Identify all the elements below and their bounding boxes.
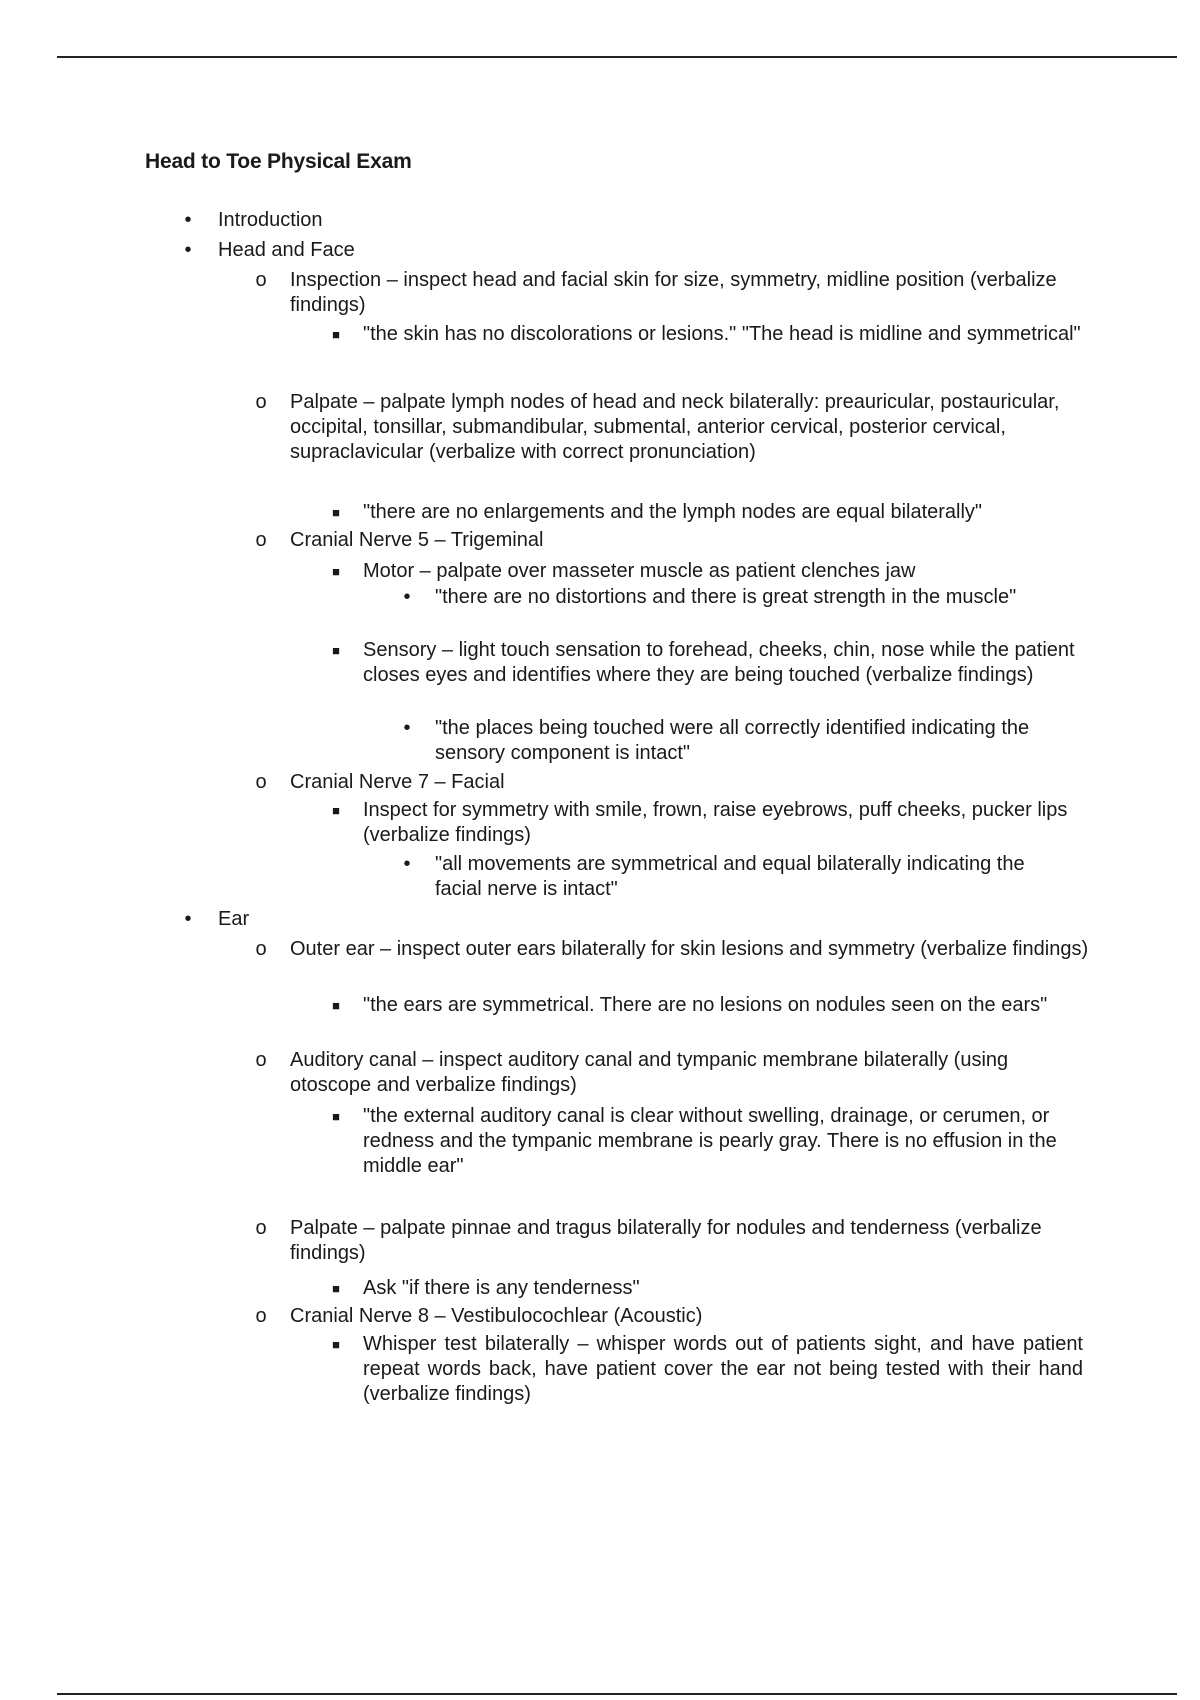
list-item-level-2: Cranial Nerve 8 – Vestibulocochlear (Acoustic) <box>290 1305 703 1327</box>
bullet-level-2: o <box>255 938 267 960</box>
list-item-level-2: Palpate – palpate pinnae and tragus bilaterally for nodules and tenderness (verbalize findings) <box>290 1217 1042 1264</box>
list-item-level-4: "the places being touched were all correctly identified indicating the sensory component is intact" <box>435 717 1030 764</box>
list-item-level-2: Palpate – palpate lymph nodes of head and neck bilaterally: preauricular, postauricular, occipital, tonsillar, submandibular, submental, anterior cervical, posterior cervical, supraclavicular (verbalize with correct pronunciation) <box>290 391 1060 463</box>
list-item-level-3: Motor – palpate over masseter muscle as patient clenches jaw <box>363 560 916 582</box>
list-item-level-2: Cranial Nerve 5 – Trigeminal <box>290 529 544 551</box>
bullet-level-4: • <box>403 586 411 608</box>
list-item-level-2: Auditory canal – inspect auditory canal and tympanic membrane bilaterally (using otoscope and verbalize findings) <box>290 1049 1009 1096</box>
list-item-level-1: Head and Face <box>218 239 355 261</box>
list-item-level-3: Ask "if there is any tenderness" <box>363 1277 640 1299</box>
bullet-level-3: ■ <box>332 803 340 818</box>
bullet-level-3: ■ <box>332 643 340 658</box>
list-item-level-3: "the external auditory canal is clear without swelling, drainage, or cerumen, or redness and the tympanic membrane is pearly gray. There is no effusion in the middle ear" <box>363 1105 1057 1177</box>
list-item-level-3: "the ears are symmetrical. There are no lesions on nodules seen on the ears" <box>363 994 1048 1016</box>
bullet-level-2: o <box>255 1217 267 1239</box>
bullet-level-2: o <box>255 529 267 551</box>
bullet-level-3: ■ <box>332 1337 340 1352</box>
bullet-level-3: ■ <box>332 564 340 579</box>
bottom-rule <box>57 1693 1177 1695</box>
list-item-level-3: "there are no enlargements and the lymph nodes are equal bilaterally" <box>363 501 983 523</box>
list-item-level-3: Whisper test bilaterally – whisper words out of patients sight, and have patient repeat words back, have patient cover the ear not being tested with their hand (verbalize findings) <box>363 1333 1083 1405</box>
list-item-level-1: Introduction <box>218 209 323 231</box>
bullet-level-3: ■ <box>332 327 340 342</box>
bullet-level-2: o <box>255 771 267 793</box>
list-item-level-3: "the skin has no discolorations or lesions." "The head is midline and symmetrical" <box>363 323 1081 345</box>
list-item-level-4: "there are no distortions and there is great strength in the muscle" <box>435 586 1017 608</box>
list-item-level-2: Cranial Nerve 7 – Facial <box>290 771 505 793</box>
bullet-level-2: o <box>255 269 267 291</box>
page-title: Head to Toe Physical Exam <box>145 150 412 173</box>
bullet-level-2: o <box>255 391 267 413</box>
bullet-level-3: ■ <box>332 1281 340 1296</box>
list-item-level-1: Ear <box>218 908 250 930</box>
bullet-level-1: • <box>184 209 192 231</box>
bullet-level-4: • <box>403 853 411 875</box>
list-item-level-3: Inspect for symmetry with smile, frown, raise eyebrows, puff cheeks, pucker lips (verbalize findings) <box>363 799 1068 846</box>
bullet-level-3: ■ <box>332 998 340 1013</box>
bullet-level-1: • <box>184 239 192 261</box>
bullet-level-3: ■ <box>332 1109 340 1124</box>
top-rule <box>57 56 1177 58</box>
bullet-level-2: o <box>255 1049 267 1071</box>
list-item-level-4: "all movements are symmetrical and equal bilaterally indicating the facial nerve is intact" <box>435 853 1025 900</box>
list-item-level-3: Sensory – light touch sensation to forehead, cheeks, chin, nose while the patient closes eyes and identifies where they are being touched (verbalize findings) <box>363 639 1075 686</box>
list-item-level-2: Inspection – inspect head and facial skin for size, symmetry, midline position (verbalize findings) <box>290 269 1057 316</box>
bullet-level-3: ■ <box>332 505 340 520</box>
bullet-level-4: • <box>403 717 411 739</box>
bullet-level-1: • <box>184 908 192 930</box>
list-item-level-2: Outer ear – inspect outer ears bilaterally for skin lesions and symmetry (verbalize findings) <box>290 938 1089 960</box>
bullet-level-2: o <box>255 1305 267 1327</box>
